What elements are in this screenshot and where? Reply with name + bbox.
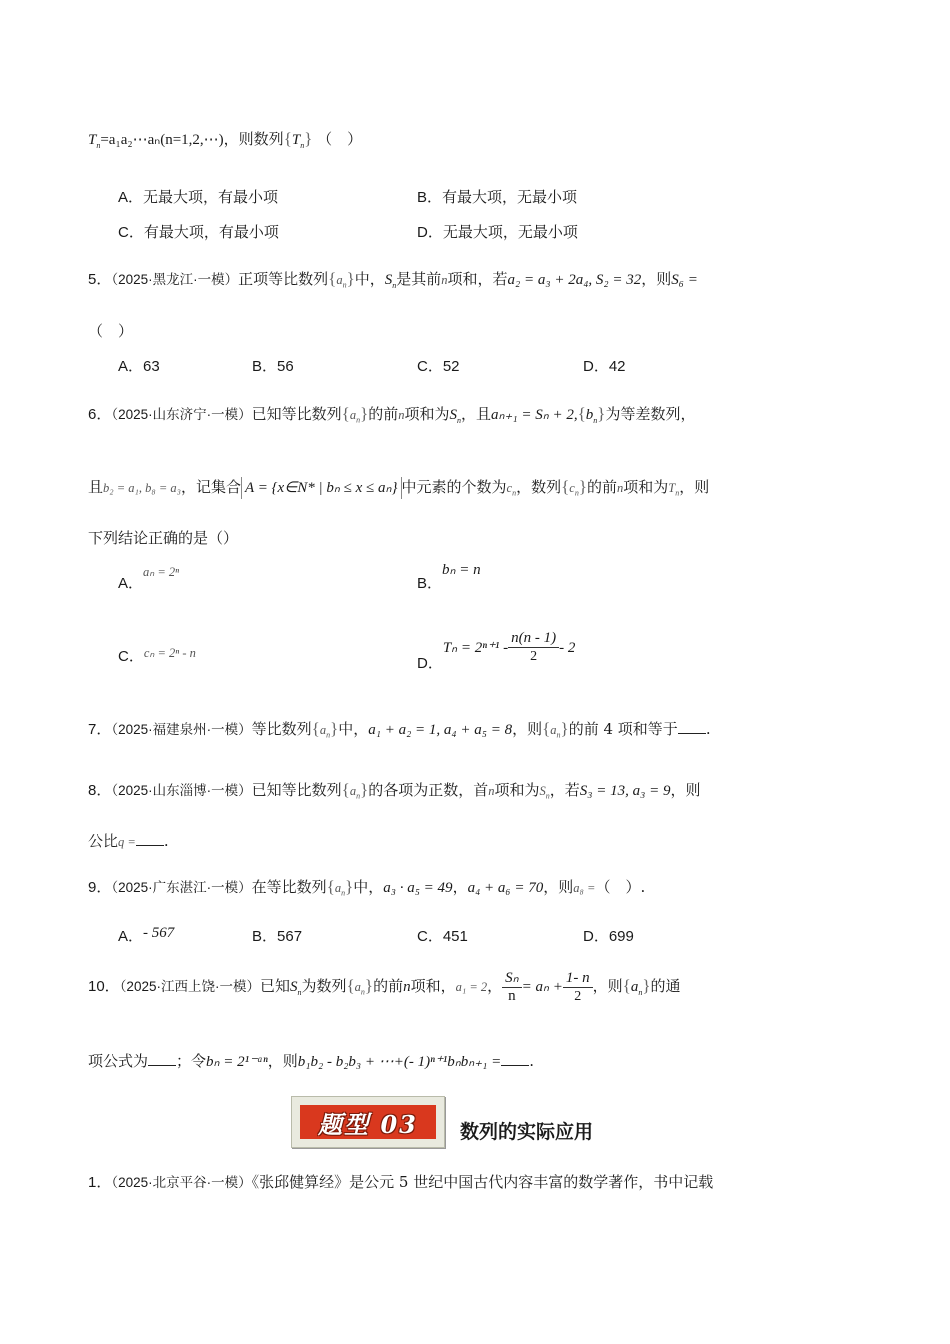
q7-answer-blank[interactable]	[678, 718, 706, 734]
q5-sn: $S_n$	[384, 272, 397, 290]
q10-answer-blank-1[interactable]	[148, 1050, 176, 1066]
q6-condition-1: aₙ₊₁ = Sₙ + 2,	[491, 407, 578, 423]
q10-answer-blank-2[interactable]	[501, 1050, 529, 1066]
q4-seq: $\{T_n\}$	[283, 129, 313, 150]
q5-stem: 5．（2025·黑龙江·一模）正项等比数列$\{a_n\}$中，$S_n$是其前n项和，若a₂ = a₃ + 2a₄, S₂ = 32，则S₆ =	[88, 268, 698, 297]
section-title: 数列的实际应用	[460, 1121, 594, 1143]
section-badge	[291, 1096, 445, 1148]
q5-option-b[interactable]: B．56	[252, 358, 294, 375]
q6-option-c[interactable]: C．cₙ = 2ⁿ - n	[118, 646, 196, 665]
q4-option-d[interactable]: D．无最大项，无最小项	[417, 223, 578, 241]
q4-text: ，则数列	[223, 130, 284, 148]
q6-option-a[interactable]: A．aₙ = 2ⁿ	[118, 565, 180, 592]
q4-stem	[88, 128, 362, 157]
q6-stem-1: 6．（2025·山东济宁·一模）已知等比数列$\{a_n\}$的前n项和为$S_n$，且$a_{n+1} = S_n + 2,\{b_n\}$为等差数列，	[88, 404, 696, 425]
q10-condition-2: bₙ = 2¹⁻ᵃⁿ	[206, 1054, 268, 1070]
q4-option-a[interactable]: A．无最大项，有最小项	[118, 188, 279, 206]
q8-stem-1: 8．（2025·山东淄博·一模）已知等比数列$\{a_n\}$的各项为正数，首n项和为$S_n$，若S₃ = 13, a₃ = 9，则	[88, 780, 701, 801]
q6-stem-3: 下列结论正确的是（）	[88, 529, 239, 547]
q4-option-c[interactable]: C．有最大项，有最小项	[118, 223, 279, 241]
q9-condition-2: a₄ + a₆ = 70	[467, 880, 544, 896]
q7-condition: a₁ + a₂ = 1, a₄ + a₅ = 8	[368, 722, 513, 738]
q8-stem-2: 公比q = .	[88, 832, 169, 850]
q10-stem-2: 项公式为 ；令bₙ = 2¹⁻ᵃⁿ，则b₁b₂ - b₂b₃ + ⋯+(- 1)ⁿ⁺¹bₙbₙ₊₁ = .	[88, 1050, 534, 1073]
q5-seq-a: $\{a_n\}$	[328, 269, 355, 290]
q4-option-b[interactable]: B．有最大项，无最小项	[417, 188, 578, 206]
q5-s6: S₆ =	[671, 272, 698, 288]
q7-stem: 7．（2025·福建泉州·一模）等比数列$\{a_n\}$中，a₁ + a₂ = 1, a₄ + a₅ = 8，则$\{a_n\}$的前 4 项和等于 .	[88, 719, 711, 740]
q4-formula: $T_n=a_1a_2\cdots a_n(n=1,2,\cdots)$	[88, 132, 224, 150]
q5-option-d[interactable]: D．42	[583, 358, 626, 375]
q5-option-c[interactable]: C．52	[417, 358, 460, 375]
q5-paren: （ ）	[88, 322, 134, 340]
q11-stem: 1．（2025·北京平谷·一模）《张邱健算经》是公元 5 世纪中国古代内容丰富的数学著作，书中记载	[88, 1173, 714, 1191]
section-badge-inner	[300, 1105, 436, 1139]
q9-option-c[interactable]: C．451	[417, 928, 468, 945]
q8-answer-blank[interactable]	[136, 830, 164, 846]
q9-option-d[interactable]: D．699	[583, 928, 634, 945]
q9-option-b[interactable]: B．567	[252, 928, 303, 945]
q4-paren: （ ）	[317, 130, 363, 148]
q6-stem-2: 且b₂ = a₁, b₈ = a₃，记集合 A = {x∈N* | bₙ ≤ x ≤ aₙ} 中元素的个数为$c_n$，数列$\{c_n\}$的前n项和为$T_n$，则	[88, 477, 710, 498]
q9-option-a[interactable]: A．- 567	[118, 925, 175, 945]
q6-condition-2: b₂ = a₁, b₈ = a₃	[103, 481, 182, 495]
q6-option-b[interactable]: B．bₙ = n	[417, 562, 481, 592]
section-badge-text: 题型 03	[318, 1109, 418, 1139]
q9-stem: 9．（2025·广东湛江·一模）在等比数列$\{a_n\}$中，a₃ · a₅ = 49，a₄ + a₆ = 70，则a₈ =（ ）.	[88, 877, 646, 898]
q10-stem-1: 10．（2025·江西上饶·一模）已知$S_n$为数列$\{a_n\}$的前n项和，a₁ = 2， $\frac{\text{Sₙ}}{n}$ = aₙ + $\frac{1- n}{2}$ ，则$\{a_n\}$的通	[88, 966, 681, 1013]
q10-condition-1: a₁ = 2	[455, 980, 488, 994]
q5-option-a[interactable]: A．63	[118, 358, 160, 375]
q8-condition: S₃ = 13, a₃ = 9	[579, 783, 671, 799]
q10-expression: b₁b₂ - b₂b₃ + ⋯+(- 1)ⁿ⁺¹bₙbₙ₊₁ =	[297, 1054, 502, 1070]
q9-condition-1: a₃ · a₅ = 49	[383, 880, 453, 896]
q6-option-d[interactable]: D．Tₙ = 2ⁿ⁺¹ - $\frac{n(n - 1)}{2}$ - 2	[417, 630, 576, 672]
q5-condition: a₂ = a₃ + 2a₄, S₂ = 32	[507, 272, 642, 288]
q6-set-a: A = {x∈N* | bₙ ≤ x ≤ aₙ}	[241, 477, 401, 499]
